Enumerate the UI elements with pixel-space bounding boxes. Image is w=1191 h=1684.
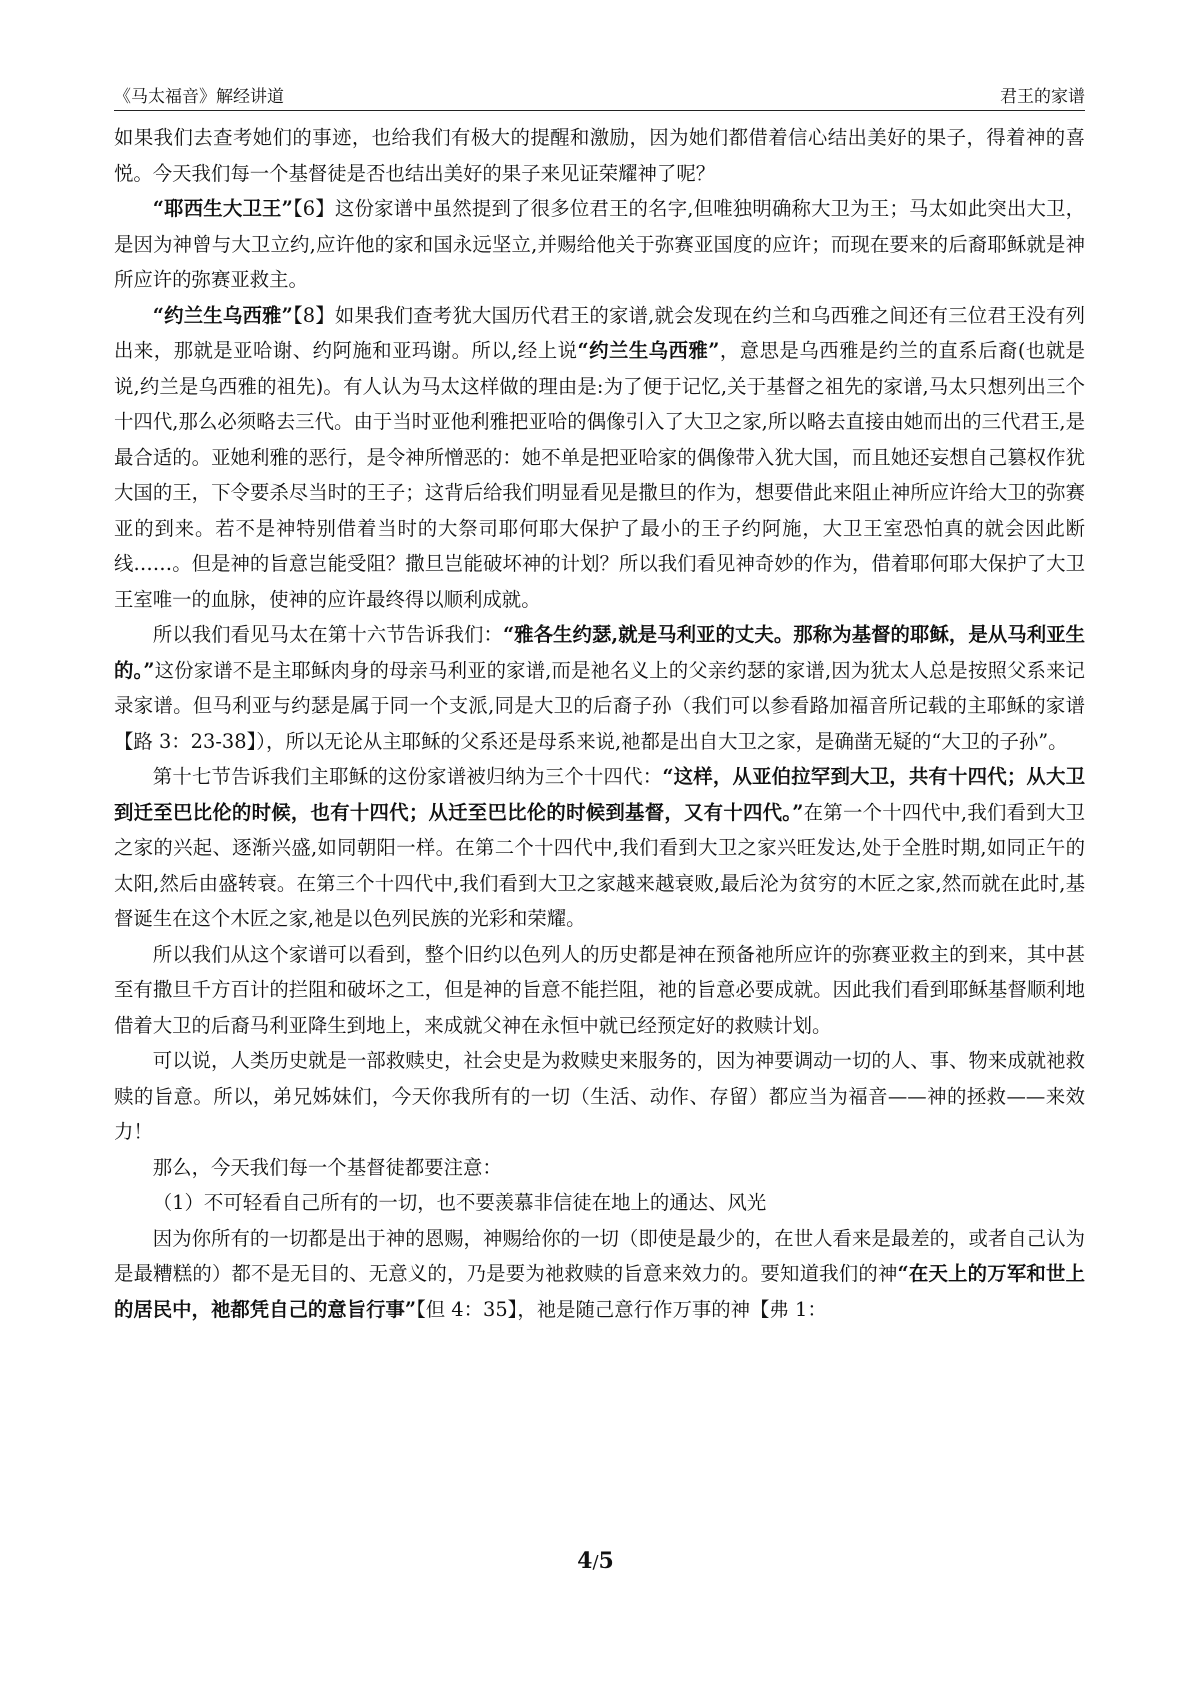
paragraph-text: 【6】这份家谱中虽然提到了很多位君王的名字,但唯独明确称大卫为王；马太如此突出大卫，是因为神曾与大卫立约,应许他的家和国永远坚立,并赐给他关于弥赛亚国度的应许；而现在要来的后裔耶稣就是神所应许的弥赛亚救主。 bbox=[114, 197, 1085, 291]
book-title: 《马太福音》解经讲道 bbox=[114, 87, 284, 107]
paragraph bbox=[114, 617, 1085, 759]
page-number bbox=[0, 1548, 1191, 1574]
chapter-title: 君王的家谱 bbox=[1000, 87, 1085, 107]
paragraph-text: 【但 4：35】，祂是随己意行作万事的神【弗 1： bbox=[416, 1297, 827, 1321]
paragraph-text: 在第一个十四代中,我们看到大卫之家的兴起、逐渐兴盛,如同朝阳一样。在第二个十四代中,我们看到大卫之家兴旺发达,处于全胜时期,如同正午的太阳,然后由盛转衰。在第三个十四代中,我们看到大卫之家越来越衰败,最后沦为贫穷的木匠之家,然而就在此时,基督诞生在这个木匠之家,祂是以色列民族的光彩和荣耀。 bbox=[114, 800, 1085, 930]
page-separator: / bbox=[592, 1552, 599, 1573]
scripture-quote: “约兰生乌西雅” bbox=[577, 339, 720, 362]
paragraph bbox=[114, 1221, 1085, 1328]
page-body bbox=[114, 120, 1085, 1327]
paragraph bbox=[114, 759, 1085, 937]
paragraph bbox=[114, 1150, 1085, 1186]
scripture-quote: “约兰生乌西雅” bbox=[152, 303, 293, 327]
paragraph bbox=[114, 191, 1085, 298]
paragraph-text: 那么，今天我们每一个基督徒都要注意： bbox=[152, 1155, 502, 1179]
paragraph bbox=[114, 120, 1085, 191]
scripture-quote: “耶西生大卫王” bbox=[152, 197, 293, 220]
paragraph bbox=[114, 1043, 1085, 1150]
scripture-quote: “雅各生约瑟,就是马利亚的丈夫。那称为基督的耶稣，是从马利亚生的。” bbox=[114, 623, 1086, 682]
paragraph-text: 因为你所有的一切都是出于神的恩赐，神赐给你的一切（即使是最少的，在世人看来是最差的，或者自己认为是最糟糕的）都不是无目的、无意义的，乃是要为祂救赎的旨意来效力的。要知道我们的神 bbox=[114, 1226, 1085, 1285]
total-pages: 5 bbox=[598, 1548, 614, 1574]
scripture-quote: “这样，从亚伯拉罕到大卫，共有十四代；从大卫到迁至巴比伦的时候，也有十四代；从迁至巴比伦的时候到基督，又有十四代。” bbox=[114, 765, 1085, 824]
paragraph-text: （1）不可轻看自己所有的一切，也不要羡慕非信徒在地上的通达、风光 bbox=[152, 1191, 767, 1214]
page-header bbox=[114, 84, 1085, 111]
paragraph bbox=[114, 937, 1085, 1044]
paragraph-text: 所以我们看见马太在第十六节告诉我们： bbox=[152, 623, 503, 646]
scripture-quote: “在天上的万军和世上的居民中，祂都凭自己的意旨行事” bbox=[114, 1262, 1085, 1321]
list-heading bbox=[114, 1185, 1085, 1221]
paragraph-text: ，意思是乌西雅是约兰的直系后裔(也就是说,约兰是乌西雅的祖先)。有人认为马太这样做的理由是:为了便于记忆,关于基督之祖先的家谱,马太只想列出三个十四代,那么必须略去三代。由于当时亚他利雅把亚哈的偶像引入了大卫之家,所以略去直接由她而出的三代君王,是最合适的。亚她利雅的恶行，是令神所憎恶的：她不单是把亚哈家的偶像带入犹大国，而且她还妄想自己篡权作犹大国的王，下令要杀尽当时的王子；这背后给我们明显看见是撒旦的作为，想要借此来阻止神所应许给大卫的弥赛亚的到来。若不是神特别借着当时的大祭司耶何耶大保护了最小的王子约阿施，大卫王室恐怕真的就会因此断线……。但是神的旨意岂能受阻？撒旦岂能破坏神的计划？所以我们看见神奇妙的作为，借着耶何耶大保护了大卫王室唯一的血脉，使神的应许最终得以顺利成就。 bbox=[114, 339, 1085, 611]
paragraph-text: 所以我们从这个家谱可以看到，整个旧约以色列人的历史都是神在预备祂所应许的弥赛亚救主的到来，其中甚至有撒旦千方百计的拦阻和破坏之工，但是神的旨意不能拦阻，祂的旨意必要成就。因此我们看到耶稣基督顺利地借着大卫的后裔马利亚降生到地上，来成就父神在永恒中就已经预定好的救赎计划。 bbox=[114, 942, 1085, 1037]
paragraph bbox=[114, 298, 1085, 618]
paragraph-text: 第十七节告诉我们主耶稣的这份家谱被归纳为三个十四代： bbox=[152, 765, 663, 788]
paragraph-text: 这份家谱不是主耶稣肉身的母亲马利亚的家谱,而是祂名义上的父亲约瑟的家谱,因为犹太人总是按照父系来记录家谱。但马利亚与约瑟是属于同一个支派,同是大卫的后裔子孙（我们可以参看路加福音所记载的主耶稣的家谱【路 3：23-38】），所以无论从主耶稣的父系还是母系来说,祂都是出自大卫之家，是确凿无疑的“大卫的子孙”。 bbox=[114, 658, 1085, 753]
paragraph-text: 可以说，人类历史就是一部救赎史，社会史是为救赎史来服务的，因为神要调动一切的人、事、物来成就祂救赎的旨意。所以，弟兄姊妹们，今天你我所有的一切（生活、动作、存留）都应当为福音——神的拯救——来效力！ bbox=[114, 1049, 1085, 1143]
current-page: 4 bbox=[577, 1548, 593, 1574]
paragraph-text: 【8】如果我们查考犹大国历代君王的家谱,就会发现在约兰和乌西雅之间还有三位君王没有列出来，那就是亚哈谢、约阿施和亚玛谢。所以,经上说 bbox=[114, 303, 1085, 362]
paragraph-text: 如果我们去查考她们的事迹，也给我们有极大的提醒和激励，因为她们都借着信心结出美好的果子，得着神的喜悦。今天我们每一个基督徒是否也结出美好的果子来见证荣耀神了呢？ bbox=[114, 126, 1085, 185]
